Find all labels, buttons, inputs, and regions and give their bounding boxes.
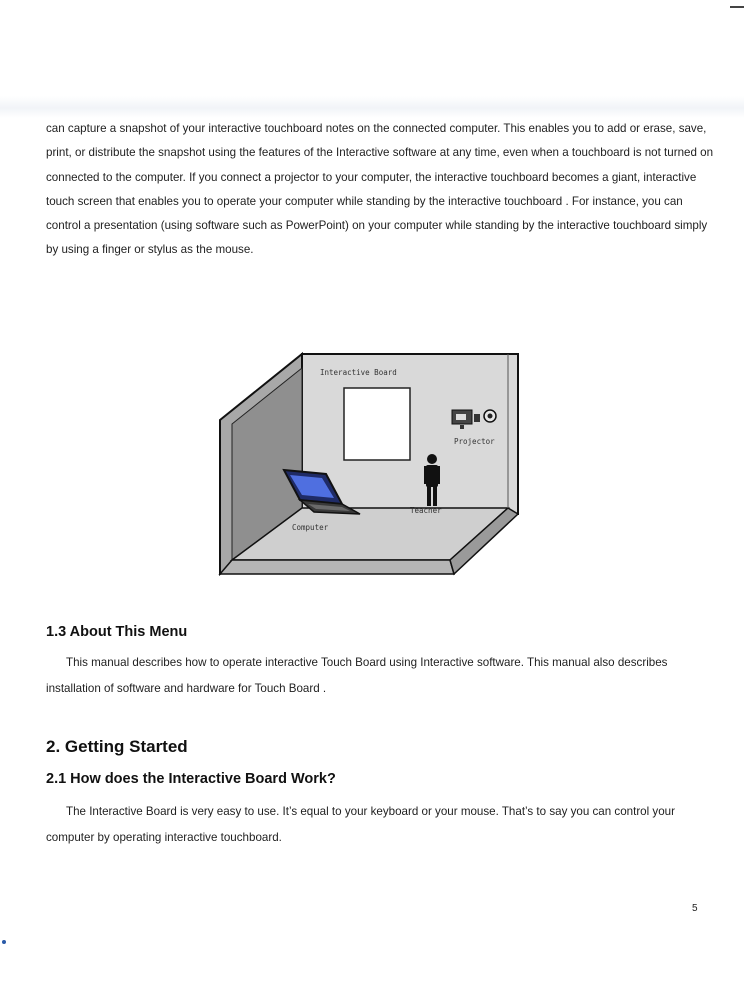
teacher-label: Teacher bbox=[410, 506, 442, 515]
computer-label: Computer bbox=[292, 523, 329, 532]
edge-dot bbox=[2, 940, 6, 944]
board-label: Interactive Board bbox=[320, 368, 397, 377]
page-number: 5 bbox=[692, 903, 698, 914]
section-heading-about-menu: 1.3 About This Menu bbox=[46, 624, 188, 640]
classroom-diagram bbox=[218, 338, 520, 578]
intro-paragraph: can capture a snapshot of your interactive touchboard notes on the connected computer. This enables you to add or erase, save, print, or distribute the snapshot using the features of the Interactive software at any time, even when a touchboard is not turned on connected to the computer. If you connect a projector to your computer, the interactive touchboard becomes a giant, interactive touch screen that enables you to operate your computer while standing by the interactive touchboard . For instance, you can control a presentation (using software such as PowerPoint) on your computer while standing by the interactive touchboard simply by using a finger or stylus as the mouse. bbox=[46, 122, 714, 257]
about-menu-paragraph: This manual describes how to operate interactive Touch Board using Interactive software. This manual also describes installation of software and hardware for Touch Board . bbox=[46, 656, 668, 695]
corner-mark bbox=[730, 6, 744, 8]
how-it-works-paragraph: The Interactive Board is very easy to use. It’s equal to your keyboard or your mouse. That’s to say you can control your computer by operating interactive touchboard. bbox=[46, 805, 675, 844]
projector-label: Projector bbox=[454, 437, 495, 446]
header-band bbox=[0, 96, 744, 118]
section-heading-getting-started: 2. Getting Started bbox=[46, 737, 188, 756]
section-heading-how-it-works: 2.1 How does the Interactive Board Work? bbox=[46, 771, 336, 787]
floor-slab bbox=[220, 560, 454, 574]
interactive-board bbox=[344, 388, 410, 460]
